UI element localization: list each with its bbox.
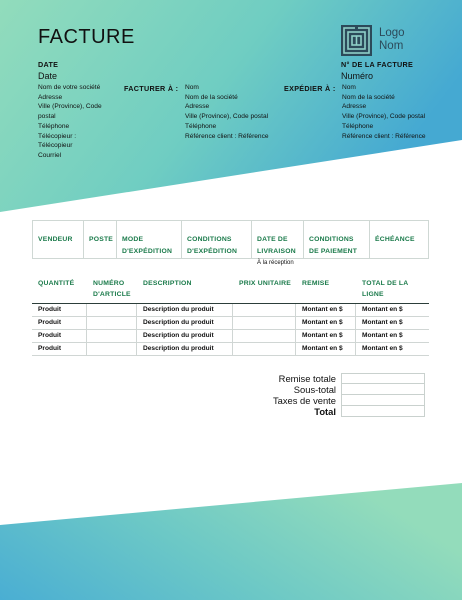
- cell-description[interactable]: Description du produit: [137, 304, 233, 316]
- cell-unit-price[interactable]: [233, 304, 296, 316]
- subtotal-value[interactable]: [341, 384, 425, 395]
- bill-to-line: Adresse: [185, 103, 210, 111]
- bottom-gradient-band: [0, 483, 462, 600]
- col-description: DESCRIPTION: [143, 280, 192, 287]
- ship-to-line: Nom: [342, 84, 356, 91]
- cell-description[interactable]: Description du produit: [137, 317, 233, 329]
- seller-line: postal: [38, 113, 56, 121]
- seller-line: Télécopieur :: [38, 132, 77, 140]
- cell-unit-price[interactable]: [233, 317, 296, 329]
- total-discount-row: [170, 373, 429, 384]
- cell-discount[interactable]: Montant en $: [296, 317, 356, 329]
- header-payment-terms: CONDITIONS DE PAIEMENT: [304, 221, 370, 258]
- cell-description[interactable]: Description du produit: [137, 330, 233, 342]
- cell-line-total[interactable]: Montant en $: [362, 306, 403, 313]
- cell-description[interactable]: Description du produit: [137, 343, 233, 355]
- sales-tax-row: [170, 395, 429, 406]
- cell-line-total[interactable]: Montant en $: [362, 332, 403, 339]
- header-post: POSTE: [84, 221, 117, 258]
- cell-discount[interactable]: Montant en $: [296, 330, 356, 342]
- logo-maze-icon: [341, 25, 372, 56]
- seller-line: Adresse: [38, 93, 63, 101]
- table-row: [32, 304, 429, 317]
- grand-total-value[interactable]: [341, 406, 425, 417]
- seller-info: [38, 83, 102, 161]
- seller-line: Téléphone: [38, 122, 70, 130]
- grand-total-row: [170, 406, 429, 417]
- ship-to-line: Ville (Province), Code postal: [342, 113, 426, 121]
- cell-line-total[interactable]: Montant en $: [362, 345, 403, 352]
- cell-quantity[interactable]: Produit: [32, 343, 87, 355]
- logo-line-1: Logo: [379, 27, 405, 39]
- bill-to-info: [185, 83, 269, 141]
- ship-to-line: Téléphone: [342, 122, 374, 130]
- logo-line-2: Nom: [379, 40, 404, 52]
- header-shipping-mode: MODE D'EXPÉDITION: [117, 221, 182, 258]
- invoice-number-label: N° DE LA FACTURE: [341, 60, 414, 69]
- bill-to-line: Nom: [185, 84, 199, 91]
- cell-item-number[interactable]: [87, 304, 137, 316]
- col-unit-price: PRIX UNITAIRE: [239, 280, 291, 287]
- header-vendor: VENDEUR: [33, 221, 84, 258]
- cell-item-number[interactable]: [87, 317, 137, 329]
- date-value: Date: [38, 71, 58, 81]
- cell-line-total[interactable]: Montant en $: [362, 319, 403, 326]
- bill-to-line: Référence client : Référence: [185, 132, 269, 140]
- bill-to-label: FACTURER À :: [124, 84, 179, 93]
- cell-quantity[interactable]: Produit: [32, 330, 87, 342]
- header-delivery-date: DATE DE LIVRAISON: [252, 221, 304, 258]
- ship-to-label: EXPÉDIER À :: [284, 84, 336, 93]
- header-due-date: ÉCHÉANCE: [375, 236, 415, 243]
- col-discount: REMISE: [302, 280, 330, 287]
- table-row: [32, 330, 429, 343]
- table-row: [32, 343, 429, 356]
- logo-name: [379, 27, 405, 53]
- ship-to-line: Référence client : Référence: [342, 132, 426, 140]
- ship-to-line: Adresse: [342, 103, 367, 111]
- seller-line: Nom de votre société: [38, 84, 101, 91]
- bill-to-line: Ville (Province), Code postal: [185, 113, 269, 121]
- cell-item-number[interactable]: [87, 330, 137, 342]
- cell-discount[interactable]: Montant en $: [296, 304, 356, 316]
- invoice-number-value: Numéro: [341, 71, 374, 81]
- col-line-total: TOTAL DE LA LIGNE: [362, 280, 409, 298]
- table-row: [32, 317, 429, 330]
- header-shipping-terms: CONDITIONS D'EXPÉDITION: [182, 221, 252, 258]
- total-discount-label: Remise totale: [278, 373, 336, 384]
- cell-quantity[interactable]: Produit: [32, 317, 87, 329]
- seller-line: Ville (Province), Code: [38, 103, 102, 111]
- ship-to-info: [342, 83, 426, 141]
- grand-total-label: Total: [314, 406, 336, 417]
- seller-line: Courriel: [38, 151, 62, 159]
- invoice-title: FACTURE: [38, 26, 135, 48]
- subtotal-row: [170, 384, 429, 395]
- bill-to-line: Nom de la société: [185, 93, 238, 101]
- shipping-table: [32, 220, 429, 259]
- items-table: [32, 303, 429, 356]
- sales-tax-label: Taxes de vente: [272, 395, 336, 406]
- col-item-number: NUMÉRO D'ARTICLE: [93, 280, 131, 298]
- cell-unit-price[interactable]: [233, 330, 296, 342]
- due-note: À la réception: [257, 260, 294, 266]
- ship-to-line: Nom de la société: [342, 93, 395, 101]
- totals-block: [170, 373, 429, 417]
- date-label: DATE: [38, 60, 59, 69]
- total-discount-value[interactable]: [341, 373, 425, 384]
- date-block: [38, 60, 58, 81]
- cell-quantity[interactable]: Produit: [32, 304, 87, 316]
- subtotal-label: Sous-total: [293, 384, 336, 395]
- cell-item-number[interactable]: [87, 343, 137, 355]
- seller-line: Télécopieur: [38, 142, 73, 150]
- cell-discount[interactable]: Montant en $: [296, 343, 356, 355]
- sales-tax-value[interactable]: [341, 395, 425, 406]
- items-table-header: [32, 278, 429, 300]
- bill-to-line: Téléphone: [185, 122, 217, 130]
- cell-unit-price[interactable]: [233, 343, 296, 355]
- col-quantity: QUANTITÉ: [38, 280, 75, 287]
- invoice-number-block: [341, 60, 413, 81]
